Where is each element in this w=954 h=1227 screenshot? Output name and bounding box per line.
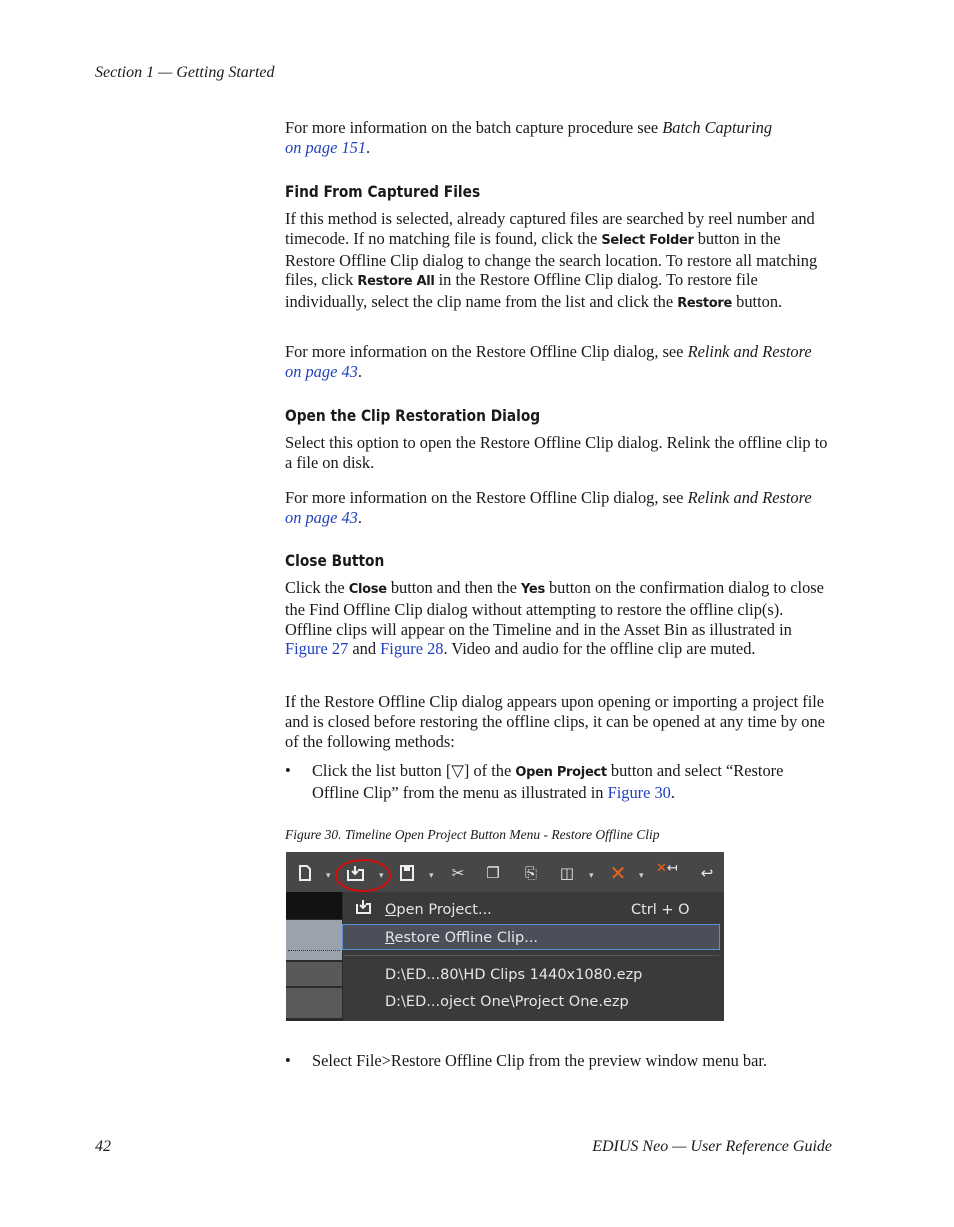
menu-separator: [343, 955, 719, 956]
bullet-item-1: • Click the list button [▽] of the Open Project button and select “Restore Offline Clip” from the menu as illustrated in Figure 30.: [285, 761, 784, 802]
link-page-43[interactable]: on page 43: [285, 361, 358, 381]
heading-find-from-captured-files: Find From Captured Files: [285, 182, 481, 201]
link-figure-30[interactable]: Figure 30: [607, 782, 671, 802]
track-header-4: [286, 988, 342, 1018]
heading-open-clip-restoration: Open the Clip Restoration Dialog: [285, 406, 541, 425]
save-icon[interactable]: [398, 864, 416, 882]
intro-paragraph: For more information on the batch capture procedure see Batch Capturing on page 151.: [285, 118, 773, 157]
link-figure-27[interactable]: Figure 27: [285, 639, 349, 659]
menu-item-restore-offline-clip[interactable]: Restore Offline Clip...: [342, 924, 720, 950]
timeline-ruler: [288, 944, 340, 951]
timeline-toolbar: [286, 852, 724, 892]
chevron-down-icon[interactable]: ▾: [326, 871, 331, 881]
find-more-info: For more information on the Restore Offline Clip dialog, see Relink and Restore on page 43.: [285, 342, 812, 381]
menu-item-recent-1[interactable]: D:\ED...80\HD Clips 1440x1080.ezp: [385, 967, 643, 983]
open-more-info: For more information on the Restore Offline Clip dialog, see Relink and Restore on page 43.: [285, 488, 812, 527]
track-header-3: [286, 962, 342, 986]
track-header-2: [286, 920, 342, 960]
undo-icon[interactable]: ↩: [700, 864, 714, 882]
highlight-circle: [335, 859, 391, 892]
running-header: Section 1 — Getting Started: [95, 64, 275, 81]
save-dropdown-icon[interactable]: ▾: [429, 871, 434, 881]
bullet-item-2: • Select File>Restore Offline Clip from the preview window menu bar.: [285, 1051, 768, 1070]
figure-caption: Figure 30. Timeline Open Project Button Menu - Restore Offline Clip: [285, 827, 660, 842]
delete-icon[interactable]: ✕: [609, 861, 627, 885]
heading-close-button: Close Button: [285, 551, 385, 570]
shortcut-label: Ctrl + O: [631, 902, 690, 918]
insert-dropdown-icon[interactable]: ▾: [589, 871, 594, 881]
bullet-dot-2: •: [285, 1051, 291, 1070]
cut-icon[interactable]: ✂: [451, 864, 465, 882]
page-number: 42: [95, 1138, 111, 1155]
ripple-delete-icon[interactable]: ✕↤: [656, 861, 678, 876]
link-page-151[interactable]: on page 151: [285, 137, 367, 157]
menu-item-open-project[interactable]: Open Project... Ctrl + O: [343, 897, 719, 923]
delete-dropdown-icon[interactable]: ▾: [639, 871, 644, 881]
close-paragraph: Click the Close button and then the Yes button on the confirmation dialog to close the Find Offline Clip dialog without attempting to restore the offline clip(s). Offline clips will appear on the Timeline and in the Asset Bin as illustrated in Figure 27 and Figure 28. Video and audio for the offline clip are muted.: [285, 578, 824, 659]
track-header-1: [286, 892, 342, 919]
link-page-43-b[interactable]: on page 43: [285, 507, 358, 527]
insert-mode-icon[interactable]: ◫: [559, 864, 575, 882]
copy-icon[interactable]: ❐: [486, 864, 500, 882]
link-figure-28[interactable]: Figure 28: [380, 639, 444, 659]
open-project-dropdown-icon[interactable]: ▾: [379, 871, 384, 881]
guide-title: EDIUS Neo — User Reference Guide: [592, 1138, 832, 1155]
paste-icon[interactable]: ⎘: [524, 864, 537, 882]
find-paragraph: If this method is selected, already captured files are searched by reel number and timecode. If no matching file is found, click the Select Folder button in the Restore Offline Clip dialog to change the search location. To restore all matching files, click Restore All in the Restore Offline Clip dialog. To restore file individually, select the clip name from the list and click the Restore button.: [285, 209, 818, 312]
open-project-menu: [342, 892, 724, 1021]
open-project-icon-small: [355, 897, 373, 923]
open-paragraph: Select this option to open the Restore Offline Clip dialog. Relink the offline clip to a file on disk.: [285, 433, 828, 472]
menu-item-recent-2[interactable]: D:\ED...oject One\Project One.ezp: [385, 994, 629, 1010]
new-project-icon[interactable]: [296, 864, 314, 882]
figure-screenshot: [286, 852, 724, 1021]
bullet-dot: •: [285, 761, 291, 780]
close-paragraph-2: If the Restore Offline Clip dialog appears upon opening or importing a project file and is closed before restoring the offline clips, it can be opened at any time by one of the following methods:: [285, 692, 825, 751]
